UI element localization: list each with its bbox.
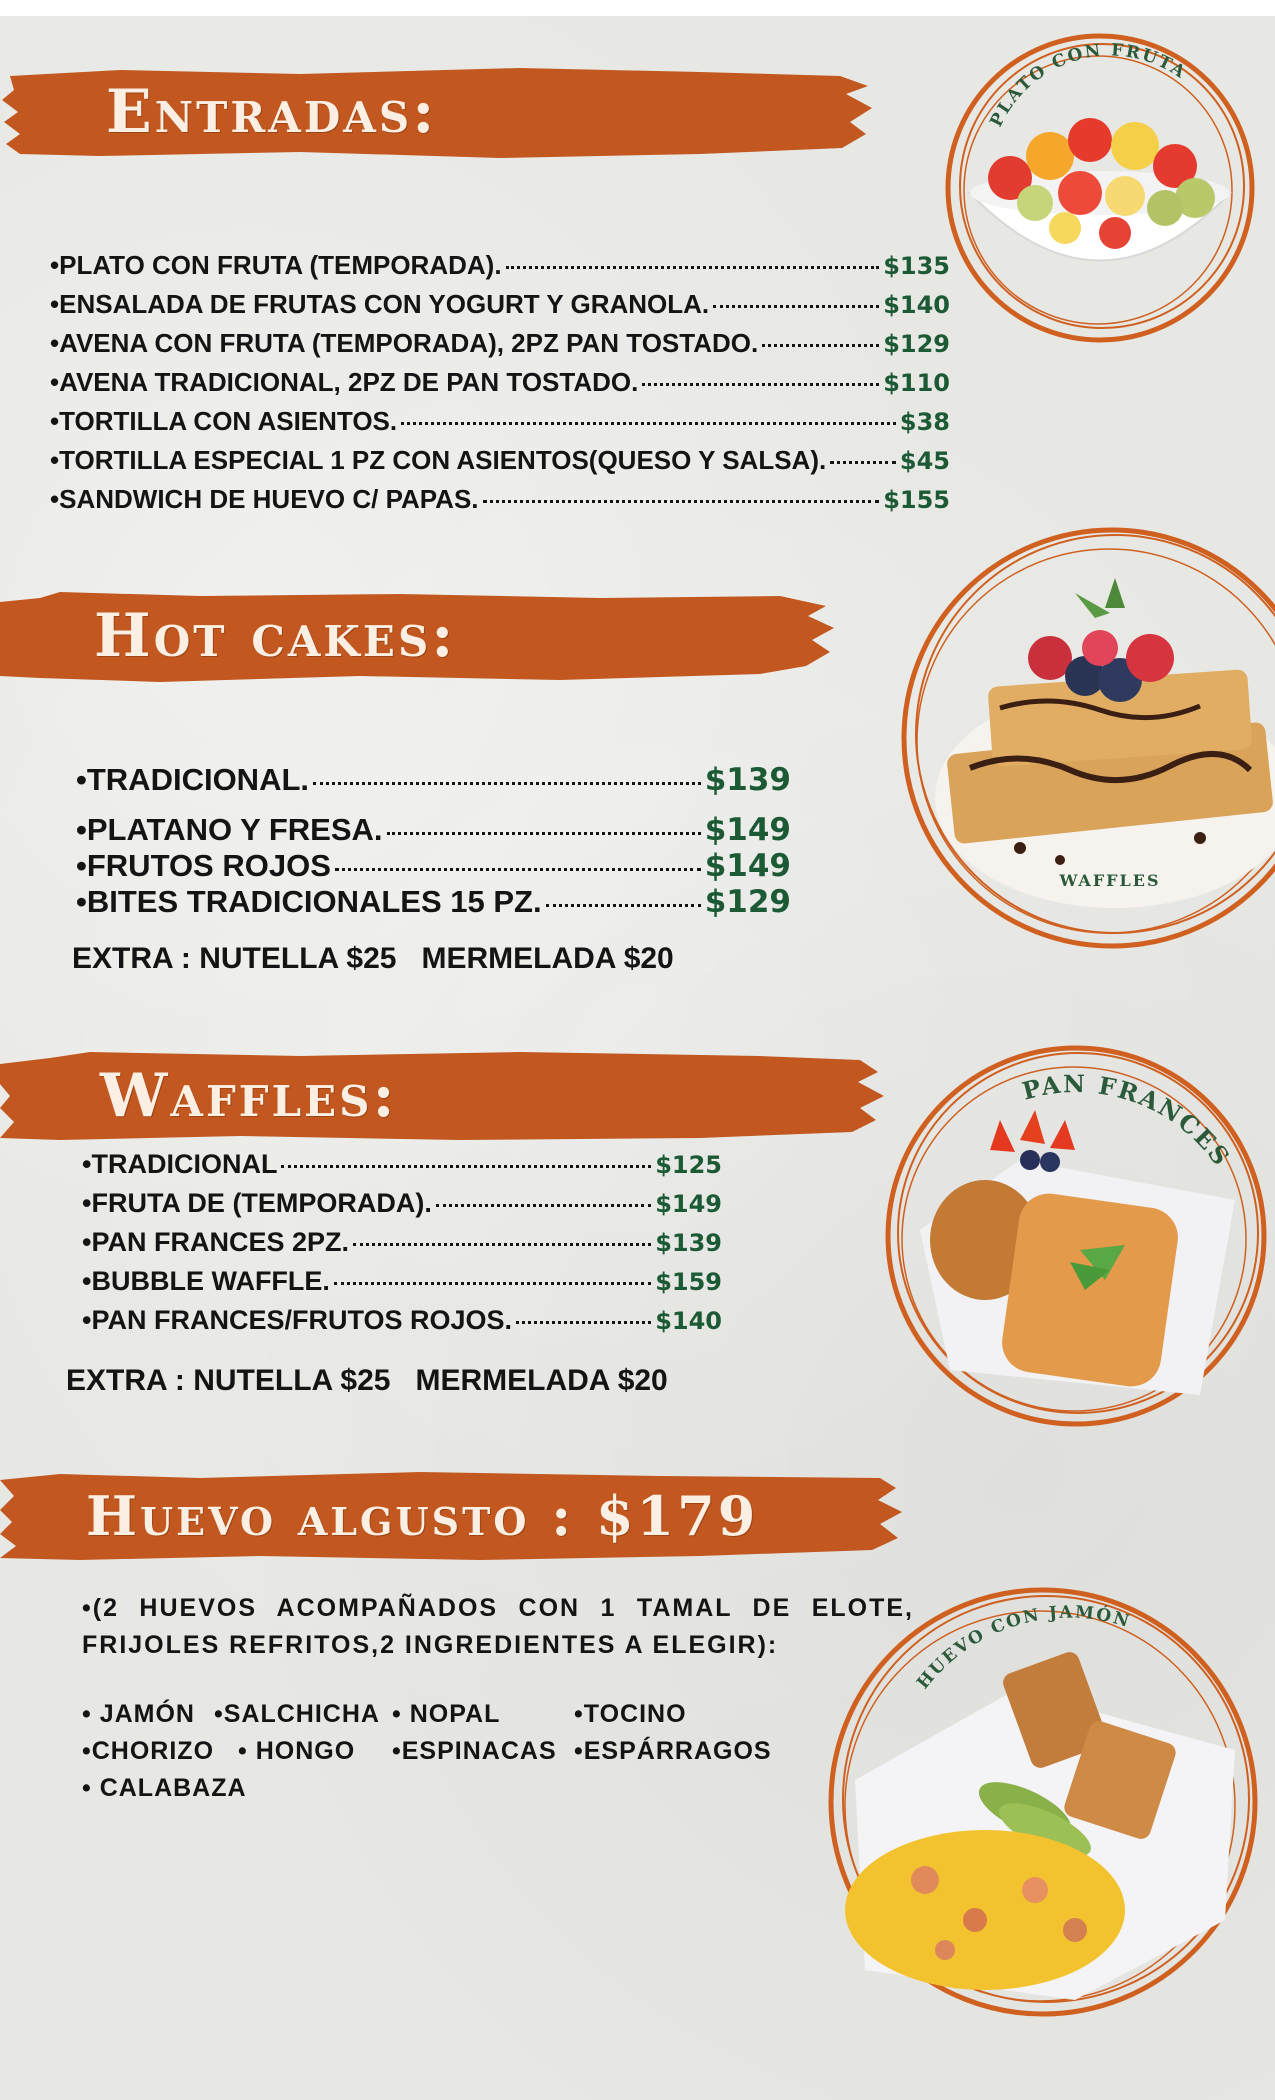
entradas-banner: [0, 64, 880, 160]
item-name: •TRADICIONAL: [82, 1149, 278, 1179]
waffles-extra: EXTRA : NUTELLA $25 MERMELADA $20: [66, 1364, 668, 1397]
dot-leader: [516, 1321, 651, 1324]
item-price: $155: [883, 486, 950, 514]
dot-leader: [483, 500, 880, 503]
list-item: [76, 884, 791, 920]
entradas-list: [50, 250, 950, 523]
list-item: [50, 484, 950, 523]
huevo-description: •(2 HUEVOS ACOMPAÑADOS CON 1 TAMAL DE ELOTE, FRIJOLES REFRITOS,2 INGREDIENTES A ELEGIR):: [82, 1594, 914, 1659]
ingredients-row: [82, 1774, 802, 1811]
pan-frances-photo: [880, 1040, 1270, 1432]
item-price: $125: [655, 1151, 722, 1179]
item-name: •BUBBLE WAFFLE.: [82, 1266, 330, 1296]
ingredients-row: [82, 1737, 802, 1774]
svg-text:PLATO CON FRUTA: [986, 40, 1190, 130]
huevo-title: Huevo algusto : $179: [86, 1484, 759, 1548]
ingredient: • NOPAL: [392, 1700, 501, 1728]
ingredients-row: [82, 1700, 802, 1737]
list-item: [82, 1149, 722, 1188]
list-item: [76, 848, 791, 884]
item-name: •FRUTOS ROJOS: [76, 848, 331, 883]
hotcakes-banner: [0, 588, 840, 684]
dot-leader: [546, 904, 701, 907]
list-item: [50, 406, 950, 445]
item-name: •FRUTA DE (TEMPORADA).: [82, 1188, 432, 1218]
item-price: $38: [899, 408, 950, 436]
dot-leader: [436, 1204, 651, 1207]
entradas-title: Entradas:: [106, 77, 438, 147]
waffles-title: Waffles:: [100, 1061, 398, 1131]
item-name: •SANDWICH DE HUEVO C/ PAPAS.: [50, 484, 479, 514]
hotcakes-list: [76, 762, 791, 920]
item-price: $45: [899, 447, 950, 475]
ingredient: •TOCINO: [574, 1700, 687, 1728]
ingredient: • CALABAZA: [82, 1774, 247, 1802]
huevo-photo: [825, 1580, 1265, 2025]
item-name: •TORTILLA ESPECIAL 1 PZ CON ASIENTOS(QUESO Y SALSA).: [50, 445, 827, 475]
ingredient: • JAMÓN: [82, 1700, 195, 1728]
item-price: $139: [704, 762, 791, 798]
item-name: •PAN FRANCES 2PZ.: [82, 1227, 349, 1257]
item-name: •ENSALADA DE FRUTAS CON YOGURT Y GRANOLA.: [50, 289, 710, 319]
item-price: $149: [655, 1190, 722, 1218]
dot-leader: [334, 1282, 651, 1285]
list-item: [50, 289, 950, 328]
list-item: [76, 812, 791, 848]
dot-leader: [830, 461, 896, 464]
item-name: •AVENA TRADICIONAL, 2PZ DE PAN TOSTADO.: [50, 367, 639, 397]
ingredient: •CHORIZO: [82, 1737, 215, 1765]
item-price: $129: [704, 884, 791, 920]
top-margin-strip: [0, 0, 1275, 16]
dot-leader: [281, 1165, 651, 1168]
ingredient: •SALCHICHA: [214, 1700, 380, 1728]
hotcakes-extra: EXTRA : NUTELLA $25 MERMELADA $20: [72, 942, 674, 975]
hotcakes-title: Hot cakes:: [94, 601, 457, 671]
list-item: [50, 250, 950, 289]
item-price: $140: [883, 291, 950, 319]
item-price: $139: [655, 1229, 722, 1257]
list-item: [82, 1266, 722, 1305]
item-name: •AVENA CON FRUTA (TEMPORADA), 2PZ PAN TOSTADO.: [50, 328, 759, 358]
list-item: [82, 1227, 722, 1266]
huevo-photo-label: HUEVO CON JAMÓN: [913, 1602, 1134, 1694]
huevo-banner: [0, 1468, 905, 1564]
item-price: $149: [704, 812, 791, 848]
list-item: [82, 1188, 722, 1227]
item-name: •PAN FRANCES/FRUTOS ROJOS.: [82, 1305, 512, 1335]
pan-frances-label: PAN FRANCES: [1019, 1069, 1237, 1172]
waffles-photo-label: WAFFLES: [1059, 871, 1161, 890]
list-item: [82, 1305, 722, 1344]
list-item: [50, 328, 950, 367]
dot-leader: [353, 1243, 651, 1246]
item-price: $140: [655, 1307, 722, 1335]
list-item: [50, 367, 950, 406]
item-price: $159: [655, 1268, 722, 1296]
list-item: [76, 762, 791, 812]
waffles-photo: [900, 508, 1275, 963]
dot-leader: [387, 832, 701, 835]
item-name: •PLATO CON FRUTA (TEMPORADA).: [50, 250, 502, 280]
ingredient: • HONGO: [238, 1737, 356, 1765]
item-price: $110: [883, 369, 950, 397]
item-price: $129: [883, 330, 950, 358]
ingredients-list: [82, 1700, 802, 1811]
dot-leader: [713, 305, 879, 308]
dot-leader: [506, 266, 880, 269]
item-name: •PLATANO Y FRESA.: [76, 812, 383, 847]
item-name: •TRADICIONAL.: [76, 762, 309, 797]
dot-leader: [313, 782, 701, 785]
item-price: $135: [883, 252, 950, 280]
waffles-list: [82, 1149, 722, 1344]
ingredient: •ESPINACAS: [392, 1737, 557, 1765]
dot-leader: [642, 383, 879, 386]
dot-leader: [335, 868, 701, 871]
dot-leader: [401, 422, 896, 425]
item-name: •BITES TRADICIONALES 15 PZ.: [76, 884, 542, 919]
waffles-banner: [0, 1048, 890, 1144]
list-item: [50, 445, 950, 484]
fruit-plate-photo: [940, 28, 1260, 348]
dot-leader: [762, 344, 879, 347]
ingredient: •ESPÁRRAGOS: [574, 1737, 772, 1765]
item-name: •TORTILLA CON ASIENTOS.: [50, 406, 398, 436]
fruit-plate-label: PLATO CON FRUTA: [986, 40, 1191, 131]
item-price: $149: [704, 848, 791, 884]
